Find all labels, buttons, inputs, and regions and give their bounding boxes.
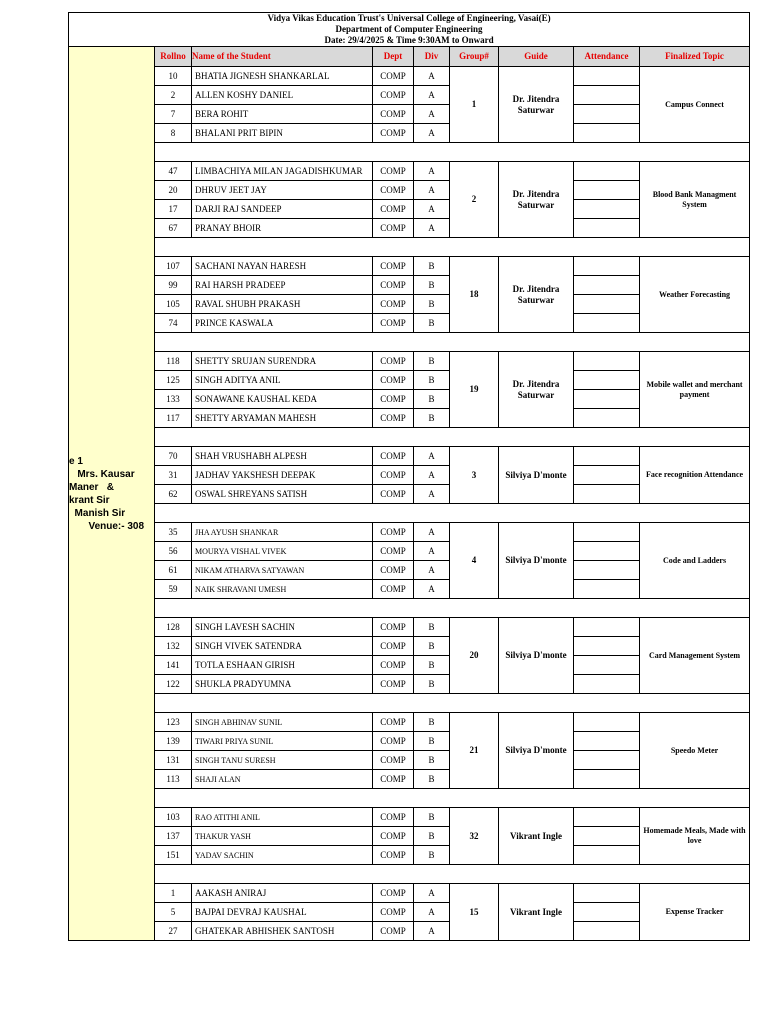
group-number: 1: [450, 67, 499, 143]
student-name: SINGH TANU SURESH: [192, 751, 373, 770]
guide-name: Vikrant Ingle: [499, 808, 574, 865]
division: B: [414, 618, 450, 637]
department: COMP: [373, 67, 414, 86]
student-name: RAO ATITHI ANIL: [192, 808, 373, 827]
student-name: SINGH LAVESH SACHIN: [192, 618, 373, 637]
attendance-cell[interactable]: [574, 390, 640, 409]
division: A: [414, 124, 450, 143]
student-name: BHALANI PRIT BIPIN: [192, 124, 373, 143]
roll-number: 117: [155, 409, 192, 428]
attendance-cell[interactable]: [574, 257, 640, 276]
student-name: BHATIA JIGNESH SHANKARLAL: [192, 67, 373, 86]
department: COMP: [373, 922, 414, 941]
column-header-name: Name of the Student: [192, 47, 373, 67]
separator-cell: [155, 333, 750, 352]
student-name: OSWAL SHREYANS SATISH: [192, 485, 373, 504]
roll-number: 125: [155, 371, 192, 390]
department: COMP: [373, 713, 414, 732]
roll-number: 113: [155, 770, 192, 789]
roll-number: 118: [155, 352, 192, 371]
department: COMP: [373, 656, 414, 675]
student-name: SINGH ADITYA ANIL: [192, 371, 373, 390]
group-number: 2: [450, 162, 499, 238]
guide-name: Silviya D'monte: [499, 618, 574, 694]
roll-number: 35: [155, 523, 192, 542]
roll-number: 74: [155, 314, 192, 333]
column-header-attendance: Attendance: [574, 47, 640, 67]
attendance-cell[interactable]: [574, 200, 640, 219]
department: COMP: [373, 637, 414, 656]
department: COMP: [373, 200, 414, 219]
division: B: [414, 409, 450, 428]
division: B: [414, 371, 450, 390]
separator-cell: [155, 428, 750, 447]
department: COMP: [373, 675, 414, 694]
separator-cell: [155, 504, 750, 523]
group-number: 4: [450, 523, 499, 599]
division: A: [414, 884, 450, 903]
division: B: [414, 846, 450, 865]
student-name: SHETTY SRUJAN SURENDRA: [192, 352, 373, 371]
panel-line1: e 1: [69, 455, 83, 467]
division: A: [414, 67, 450, 86]
finalized-topic: Code and Ladders: [640, 523, 750, 599]
finalized-topic: Homemade Meals, Made with love: [640, 808, 750, 865]
roll-number: 137: [155, 827, 192, 846]
group-number: 18: [450, 257, 499, 333]
roll-number: 128: [155, 618, 192, 637]
department: COMP: [373, 751, 414, 770]
column-header-group: Group#: [450, 47, 499, 67]
guide-name: Silviya D'monte: [499, 523, 574, 599]
roll-number: 20: [155, 181, 192, 200]
student-name: DHRUV JEET JAY: [192, 181, 373, 200]
attendance-cell[interactable]: [574, 713, 640, 732]
attendance-cell[interactable]: [574, 124, 640, 143]
student-row: [69, 67, 750, 86]
finalized-topic: Expense Tracker: [640, 884, 750, 941]
division: A: [414, 523, 450, 542]
finalized-topic: Weather Forecasting: [640, 257, 750, 333]
student-row: [69, 523, 750, 542]
department: COMP: [373, 105, 414, 124]
guide-name: Vikrant Ingle: [499, 884, 574, 941]
guide-name: Silviya D'monte: [499, 713, 574, 789]
attendance-cell[interactable]: [574, 181, 640, 200]
division: A: [414, 542, 450, 561]
column-header-rollno: Rollno: [155, 47, 192, 67]
department: COMP: [373, 466, 414, 485]
department: COMP: [373, 257, 414, 276]
division: B: [414, 637, 450, 656]
roll-number: 141: [155, 656, 192, 675]
student-name: DARJI RAJ SANDEEP: [192, 200, 373, 219]
roll-number: 10: [155, 67, 192, 86]
division: B: [414, 827, 450, 846]
division: B: [414, 257, 450, 276]
student-name: AAKASH ANIRAJ: [192, 884, 373, 903]
finalized-topic: Card Management System: [640, 618, 750, 694]
roll-number: 123: [155, 713, 192, 732]
roll-number: 27: [155, 922, 192, 941]
division: B: [414, 808, 450, 827]
student-row: [69, 162, 750, 181]
attendance-cell[interactable]: [574, 219, 640, 238]
department: COMP: [373, 770, 414, 789]
group-separator: [69, 143, 750, 162]
department: COMP: [373, 523, 414, 542]
finalized-topic: Blood Bank Managment System: [640, 162, 750, 238]
attendance-cell[interactable]: [574, 485, 640, 504]
separator-cell: [155, 143, 750, 162]
roll-number: 62: [155, 485, 192, 504]
student-row: [69, 713, 750, 732]
group-separator: [69, 238, 750, 257]
attendance-cell[interactable]: [574, 409, 640, 428]
attendance-cell[interactable]: [574, 656, 640, 675]
department: COMP: [373, 580, 414, 599]
panel-line3: Maner &: [69, 481, 115, 493]
department: COMP: [373, 903, 414, 922]
finalized-topic: Speedo Meter: [640, 713, 750, 789]
column-header-dept: Dept: [373, 47, 414, 67]
department: COMP: [373, 846, 414, 865]
department: COMP: [373, 219, 414, 238]
student-name: ALLEN KOSHY DANIEL: [192, 86, 373, 105]
department: COMP: [373, 124, 414, 143]
student-name: NIKAM ATHARVA SATYAWAN: [192, 561, 373, 580]
roll-number: 31: [155, 466, 192, 485]
department: COMP: [373, 485, 414, 504]
department: COMP: [373, 162, 414, 181]
separator-cell: [155, 789, 750, 808]
student-name: BERA ROHIT: [192, 105, 373, 124]
department: COMP: [373, 390, 414, 409]
attendance-cell[interactable]: [574, 447, 640, 466]
department: COMP: [373, 884, 414, 903]
group-number: 15: [450, 884, 499, 941]
department: COMP: [373, 295, 414, 314]
department: COMP: [373, 827, 414, 846]
student-name: SHAJI ALAN: [192, 770, 373, 789]
sheet-title: [69, 13, 750, 47]
division: A: [414, 200, 450, 219]
panel-line5: Manish Sir: [69, 507, 126, 519]
roll-number: 1: [155, 884, 192, 903]
separator-cell: [155, 694, 750, 713]
separator-cell: [155, 599, 750, 618]
group-separator: [69, 333, 750, 352]
attendance-cell[interactable]: [574, 808, 640, 827]
division: B: [414, 732, 450, 751]
division: A: [414, 580, 450, 599]
group-number: 32: [450, 808, 499, 865]
attendance-cell[interactable]: [574, 523, 640, 542]
group-number: 19: [450, 352, 499, 428]
student-name: PRANAY BHOIR: [192, 219, 373, 238]
separator-cell: [155, 238, 750, 257]
student-name: SHAH VRUSHABH ALPESH: [192, 447, 373, 466]
roll-number: 132: [155, 637, 192, 656]
group-separator: [69, 789, 750, 808]
department: COMP: [373, 808, 414, 827]
division: A: [414, 922, 450, 941]
session-panel-text: [69, 455, 155, 533]
panel-line4: krant Sir: [69, 494, 110, 506]
student-name: THAKUR YASH: [192, 827, 373, 846]
attendance-cell[interactable]: [574, 295, 640, 314]
department-name: Department of Computer Engineering: [335, 24, 483, 34]
exam-date-time: Date: 29/4/2025 & Time 9:30AM to Onward: [324, 35, 494, 45]
student-name: SINGH VIVEK SATENDRA: [192, 637, 373, 656]
attendance-cell[interactable]: [574, 371, 640, 390]
student-row: [69, 884, 750, 903]
student-name: TOTLA ESHAAN GIRISH: [192, 656, 373, 675]
finalized-topic: Face recognition Attendance: [640, 447, 750, 504]
roll-number: 151: [155, 846, 192, 865]
attendance-cell[interactable]: [574, 67, 640, 86]
division: B: [414, 713, 450, 732]
roll-number: 133: [155, 390, 192, 409]
division: B: [414, 352, 450, 371]
attendance-cell[interactable]: [574, 732, 640, 751]
group-number: 21: [450, 713, 499, 789]
attendance-cell[interactable]: [574, 352, 640, 371]
group-separator: [69, 599, 750, 618]
attendance-cell[interactable]: [574, 922, 640, 941]
guide-name: Silviya D'monte: [499, 447, 574, 504]
department: COMP: [373, 447, 414, 466]
division: B: [414, 276, 450, 295]
student-name: JADHAV YAKSHESH DEEPAK: [192, 466, 373, 485]
roll-number: 105: [155, 295, 192, 314]
college-name: Vidya Vikas Education Trust's Universal College of Engineering, Vasai(E): [267, 13, 551, 23]
department: COMP: [373, 181, 414, 200]
roll-number: 5: [155, 903, 192, 922]
attendance-cell[interactable]: [574, 903, 640, 922]
attendance-cell[interactable]: [574, 846, 640, 865]
student-name: SONAWANE KAUSHAL KEDA: [192, 390, 373, 409]
panel-line6: Venue:- 308: [69, 520, 145, 532]
student-name: SINGH ABHINAV SUNIL: [192, 713, 373, 732]
attendance-cell[interactable]: [574, 580, 640, 599]
column-header-guide: Guide: [499, 47, 574, 67]
finalized-topic: Campus Connect: [640, 67, 750, 143]
attendance-cell[interactable]: [574, 542, 640, 561]
student-name: JHA AYUSH SHANKAR: [192, 523, 373, 542]
division: B: [414, 390, 450, 409]
attendance-cell[interactable]: [574, 162, 640, 181]
division: A: [414, 447, 450, 466]
attendance-cell[interactable]: [574, 105, 640, 124]
attendance-cell[interactable]: [574, 637, 640, 656]
attendance-cell[interactable]: [574, 770, 640, 789]
division: B: [414, 675, 450, 694]
roll-number: 67: [155, 219, 192, 238]
roll-number: 139: [155, 732, 192, 751]
group-separator: [69, 694, 750, 713]
separator-cell: [155, 865, 750, 884]
attendance-cell[interactable]: [574, 675, 640, 694]
division: A: [414, 181, 450, 200]
student-name: YADAV SACHIN: [192, 846, 373, 865]
division: A: [414, 903, 450, 922]
roll-number: 99: [155, 276, 192, 295]
roll-number: 70: [155, 447, 192, 466]
roll-number: 59: [155, 580, 192, 599]
schedule-table: [68, 12, 750, 941]
division: B: [414, 314, 450, 333]
division: B: [414, 751, 450, 770]
division: A: [414, 561, 450, 580]
department: COMP: [373, 276, 414, 295]
department: COMP: [373, 86, 414, 105]
group-separator: [69, 865, 750, 884]
student-row: [69, 447, 750, 466]
student-name: TIWARI PRIYA SUNIL: [192, 732, 373, 751]
student-name: NAIK SHRAVANI UMESH: [192, 580, 373, 599]
division: A: [414, 466, 450, 485]
department: COMP: [373, 618, 414, 637]
panel-line2: Mrs. Kausar: [69, 468, 135, 480]
division: B: [414, 770, 450, 789]
roll-number: 122: [155, 675, 192, 694]
division: A: [414, 86, 450, 105]
student-name: SACHANI NAYAN HARESH: [192, 257, 373, 276]
attendance-cell[interactable]: [574, 276, 640, 295]
roll-number: 56: [155, 542, 192, 561]
student-name: LIMBACHIYA MILAN JAGADISHKUMAR: [192, 162, 373, 181]
guide-name: Dr. Jitendra Saturwar: [499, 67, 574, 143]
student-name: SHETTY ARYAMAN MAHESH: [192, 409, 373, 428]
roll-number: 7: [155, 105, 192, 124]
guide-name: Dr. Jitendra Saturwar: [499, 162, 574, 238]
department: COMP: [373, 371, 414, 390]
student-row: [69, 808, 750, 827]
roll-number: 107: [155, 257, 192, 276]
division: A: [414, 219, 450, 238]
column-header-topic: Finalized Topic: [640, 47, 750, 67]
attendance-cell[interactable]: [574, 561, 640, 580]
attendance-cell[interactable]: [574, 751, 640, 770]
attendance-cell[interactable]: [574, 466, 640, 485]
student-row: [69, 257, 750, 276]
department: COMP: [373, 409, 414, 428]
division: B: [414, 656, 450, 675]
roll-number: 2: [155, 86, 192, 105]
attendance-cell[interactable]: [574, 314, 640, 333]
finalized-topic: Mobile wallet and merchant payment: [640, 352, 750, 428]
student-row: [69, 618, 750, 637]
roll-number: 47: [155, 162, 192, 181]
student-name: MOURYA VISHAL VIVEK: [192, 542, 373, 561]
department: COMP: [373, 732, 414, 751]
roll-number: 61: [155, 561, 192, 580]
department: COMP: [373, 542, 414, 561]
student-row: [69, 352, 750, 371]
roll-number: 17: [155, 200, 192, 219]
student-name: GHATEKAR ABHISHEK SANTOSH: [192, 922, 373, 941]
guide-name: Dr. Jitendra Saturwar: [499, 352, 574, 428]
student-name: SHUKLA PRADYUMNA: [192, 675, 373, 694]
guide-name: Dr. Jitendra Saturwar: [499, 257, 574, 333]
group-separator: [69, 428, 750, 447]
attendance-cell[interactable]: [574, 618, 640, 637]
attendance-cell[interactable]: [574, 884, 640, 903]
attendance-cell[interactable]: [574, 86, 640, 105]
student-name: RAI HARSH PRADEEP: [192, 276, 373, 295]
student-name: BAJPAI DEVRAJ KAUSHAL: [192, 903, 373, 922]
department: COMP: [373, 314, 414, 333]
division: A: [414, 485, 450, 504]
roll-number: 103: [155, 808, 192, 827]
division: A: [414, 105, 450, 124]
group-number: 3: [450, 447, 499, 504]
department: COMP: [373, 561, 414, 580]
department: COMP: [373, 352, 414, 371]
roll-number: 8: [155, 124, 192, 143]
division: B: [414, 295, 450, 314]
column-header-div: Div: [414, 47, 450, 67]
session-panel: [69, 47, 155, 941]
student-name: RAVAL SHUBH PRAKASH: [192, 295, 373, 314]
roll-number: 131: [155, 751, 192, 770]
division: A: [414, 162, 450, 181]
group-number: 20: [450, 618, 499, 694]
attendance-cell[interactable]: [574, 827, 640, 846]
student-name: PRINCE KASWALA: [192, 314, 373, 333]
group-separator: [69, 504, 750, 523]
